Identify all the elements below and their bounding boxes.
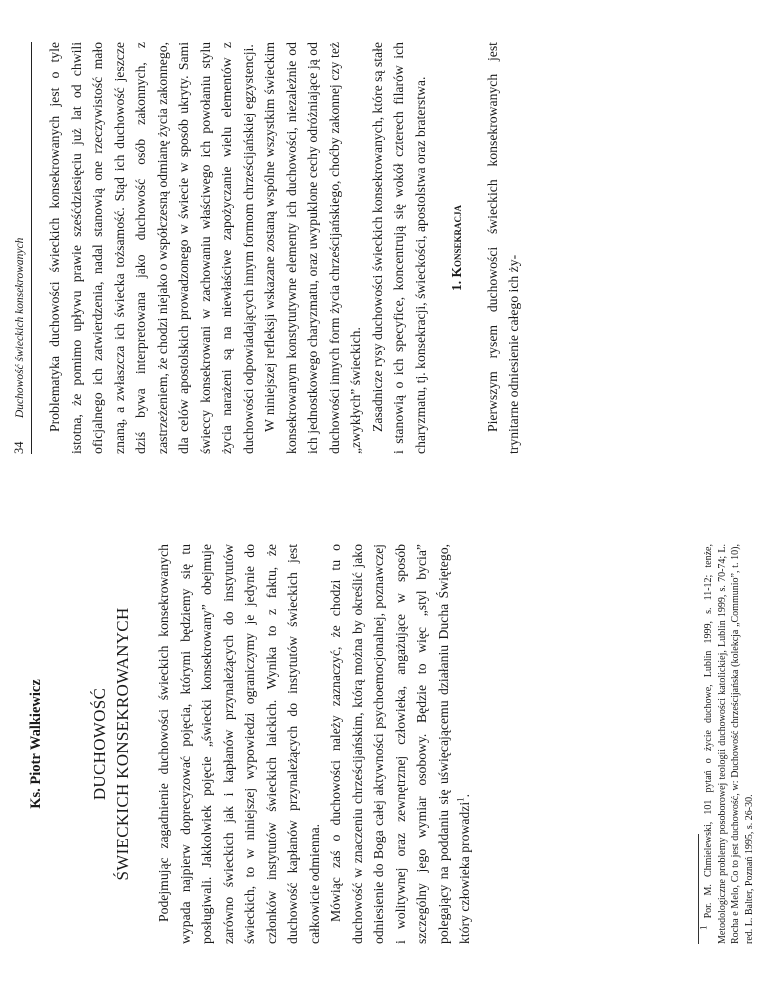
right-page	[0, 42, 768, 454]
page-number: 34	[12, 441, 26, 454]
article-title-line1: DUCHOWOŚĆ	[90, 687, 109, 801]
footnote-text: Por. M. Chmielewski, 101 pytań o życie duchowe, Lublin 1999, s. 11-12; tenże, Metodologiczne problemy posoborowej teologii duchowości katolickiej, Lublin 1999, s. 70-74; L. Rocha e Melo, Co to jest duchowość, w: Duchowość chrześcijańska (kolekcja „Communio”, t. 10), red. L. Balter, Poznań 1995, s. 26-30.	[703, 544, 755, 944]
footnote-reference[interactable]: 1	[455, 797, 466, 802]
author-name: Ks. Piotr Walkiewicz	[28, 679, 44, 809]
article-title-line2: ŚWIECKICH KONSEKROWANYCH	[113, 607, 132, 881]
running-header	[12, 42, 32, 454]
left-page-body	[153, 544, 476, 944]
body-paragraph	[325, 544, 476, 944]
section-heading: 1. Konsekracja	[449, 205, 464, 292]
body-paragraph: Podejmując zagadnienie duchowości świeckich konsekrowanych wypada najpierw doprecyzować pojęcia, którymi będziemy się tu posługiwali. Jakkolwiek pojęcie „świecki konsekrowany” obejmuje zarówno świeckich jak i kapłanów przynależących do instytutów świeckich, to w niniejszej wypowiedzi ograniczymy je jedynie do członków instytutów świeckich laickich. Wynika to z faktu, że duchowość kapłanów przynależących do instytutów świeckich jest całkowicie odmienna.	[156, 544, 322, 944]
right-page-body	[44, 42, 525, 454]
body-paragraph: Pierwszym rysem duchowości świeckich konsekrowanych jest trynitarne odniesienie całego ich ży-	[484, 42, 521, 454]
paragraph-end-punctuation: .	[457, 793, 472, 798]
body-paragraph: W niniejszej refleksji wskazane zostaną wspólne wszystkim świeckim konsekrowanym konstytutywne elementy ich duchowości, niezależnie od ich jednostkowego charyzmatu, oraz uwypuklone cechy odróżniające ją od duchowości innych form życia chrześcijańskiego, choćby zakonnej czy też „zwykłych” świeckich.	[262, 42, 363, 454]
running-title: Duchowość świeckich konsekrowanych	[14, 237, 26, 418]
body-paragraph: Zasadnicze rysy duchowości świeckich konsekrowanych, które są stałe i stanowią o ich specyfice, koncentrują się wokół czterech filarów ich charyzmatu, tj. konsekracji, świeckości, apostolstwa oraz braterstwa.	[369, 42, 428, 454]
left-page	[0, 544, 768, 944]
article-title	[88, 544, 134, 944]
footnote	[698, 544, 756, 944]
body-paragraph-text: Mówiąc zaś o duchowości należy zaznaczyć, że chodzi tu o duchowość w znaczeniu chrześcijańskim, którą można by określić jako odniesienie do Boga całej aktywności psychoemocjonalnej, poznawczej i wolitywnej oraz zewnętrznej człowieka, angażujące w sposób szczególny jego wymiar osobowy. Będzie to więc „styl bycia” polegający na poddaniu się uświęcającemu działaniu Ducha Świętego, który człowieka prowadzi	[328, 544, 472, 944]
body-paragraph: Problematyka duchowości świeckich konsekrowanych jest o tyle istotna, że pomimo upływu prawie sześćdziesięciu już lat od chwili oficjalnego ich zatwierdzenia, nadal stanowią one rzeczywistość mało znaną, a zwłaszcza ich świecka tożsamość. Stąd ich duchowość jeszcze dziś bywa interpretowana jako duchowość osób zakonnych, z zastrzeżeniem, że chodzi niejako o współczesną odmianę życia zakonnego, dla celów apostolskich prowadzonego w świecie w sposób ukryty. Sami świeccy konsekrowani w zachowaniu właściwego ich powołaniu stylu życia narażeni są na niewłaściwe zapożyczanie wielu elementów z duchowości odpowiadających innym formom chrześcijańskiej egzystencji.	[47, 42, 256, 454]
footnote-number: 1	[698, 925, 709, 930]
